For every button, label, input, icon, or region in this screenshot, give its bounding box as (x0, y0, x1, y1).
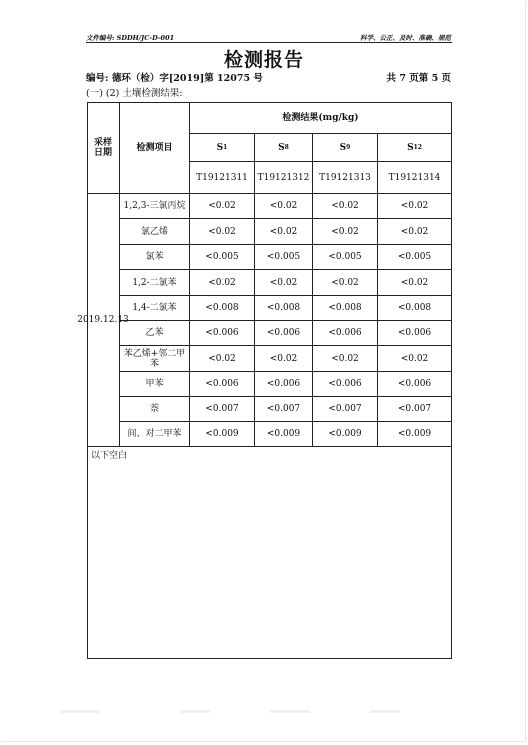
site-subscript: 12 (413, 143, 422, 151)
analyte-name: 氯苯 (120, 245, 190, 270)
header-rule (86, 42, 452, 43)
site-label: S (216, 142, 224, 153)
result-value: <0.006 (313, 321, 378, 346)
results-table (77, 102, 452, 659)
result-value: <0.007 (255, 397, 313, 422)
scan-smudge (60, 710, 100, 713)
result-value: <0.02 (313, 194, 378, 219)
result-value: <0.02 (378, 346, 452, 372)
analyte-name: 1,2-二氯苯 (120, 270, 190, 296)
result-value: <0.02 (190, 270, 255, 296)
result-value: <0.02 (190, 219, 255, 245)
result-value: <0.005 (313, 245, 378, 270)
analyte-name: 氯乙烯 (120, 219, 190, 245)
header-site (313, 134, 378, 162)
result-value: <0.02 (313, 346, 378, 372)
result-value: <0.009 (190, 422, 255, 447)
page-info: 共 7 页第 5 页 (386, 73, 451, 84)
sample-date: 2019.12.13 (87, 194, 120, 447)
scan-smudge (180, 710, 210, 713)
result-value: <0.006 (190, 372, 255, 397)
analyte-name: 1,4-二氯苯 (120, 296, 190, 321)
blank-note: 以下空白 (91, 451, 128, 461)
result-value: <0.006 (378, 321, 452, 346)
result-value: <0.009 (378, 422, 452, 447)
analyte-name: 1,2,3-三氯丙烷 (120, 194, 190, 219)
site-subscript: 9 (346, 143, 351, 151)
site-subscript: 1 (223, 143, 228, 151)
analyte-name: 甲苯 (120, 372, 190, 397)
analyte-name: 间、对二甲苯 (120, 422, 190, 447)
result-value: <0.005 (378, 245, 452, 270)
sample-code: T19121312 (255, 162, 313, 194)
section-title: (一) (2) 土壤检测结果: (86, 88, 183, 99)
result-value: <0.02 (313, 219, 378, 245)
header-sample-date: 采样日期 (87, 102, 120, 194)
result-value: <0.02 (255, 219, 313, 245)
sample-code: T19121314 (378, 162, 452, 194)
analyte-name: 苯乙烯+邻二甲苯 (120, 346, 190, 372)
result-value: <0.008 (190, 296, 255, 321)
result-value: <0.02 (190, 346, 255, 372)
result-value: <0.02 (255, 194, 313, 219)
scan-smudge (270, 710, 310, 713)
report-title: 检测报告 (223, 49, 304, 71)
result-value: <0.005 (190, 245, 255, 270)
result-value: <0.005 (255, 245, 313, 270)
result-value: <0.02 (378, 270, 452, 296)
result-value: <0.02 (190, 194, 255, 219)
result-value: <0.009 (313, 422, 378, 447)
result-value: <0.008 (313, 296, 378, 321)
analyte-name: 乙苯 (120, 321, 190, 346)
result-value: <0.006 (378, 372, 452, 397)
header-site (378, 134, 452, 162)
site-subscript: 8 (284, 143, 289, 151)
site-label: S (278, 142, 285, 153)
result-value: <0.009 (255, 422, 313, 447)
site-label: S (407, 142, 414, 153)
header-results: 检测结果(mg/kg) (190, 102, 452, 134)
site-label: S (339, 142, 347, 153)
sample-code: T19121313 (313, 162, 378, 194)
header-motto: 科学、公正、及时、准确、规范 (360, 34, 451, 42)
result-value: <0.02 (378, 194, 452, 219)
header-item: 检测项目 (120, 102, 190, 194)
result-value: <0.006 (255, 321, 313, 346)
result-value: <0.02 (313, 270, 378, 296)
result-value: <0.02 (255, 270, 313, 296)
header-site (190, 134, 255, 162)
result-value: <0.007 (313, 397, 378, 422)
analyte-name: 萘 (120, 397, 190, 422)
result-value: <0.008 (255, 296, 313, 321)
result-value: <0.007 (190, 397, 255, 422)
result-value: <0.006 (190, 321, 255, 346)
scan-smudge (370, 710, 400, 713)
sample-code: T19121311 (190, 162, 255, 194)
result-value: <0.006 (313, 372, 378, 397)
result-value: <0.007 (378, 397, 452, 422)
document-code: 文件编号: SDDH/JC-D-001 (86, 34, 175, 42)
result-value: <0.006 (255, 372, 313, 397)
report-number: 编号: 德环（检）字[2019]第 12075 号 (86, 73, 263, 84)
header-site (255, 134, 313, 162)
result-value: <0.008 (378, 296, 452, 321)
result-value: <0.02 (255, 346, 313, 372)
result-value: <0.02 (378, 219, 452, 245)
